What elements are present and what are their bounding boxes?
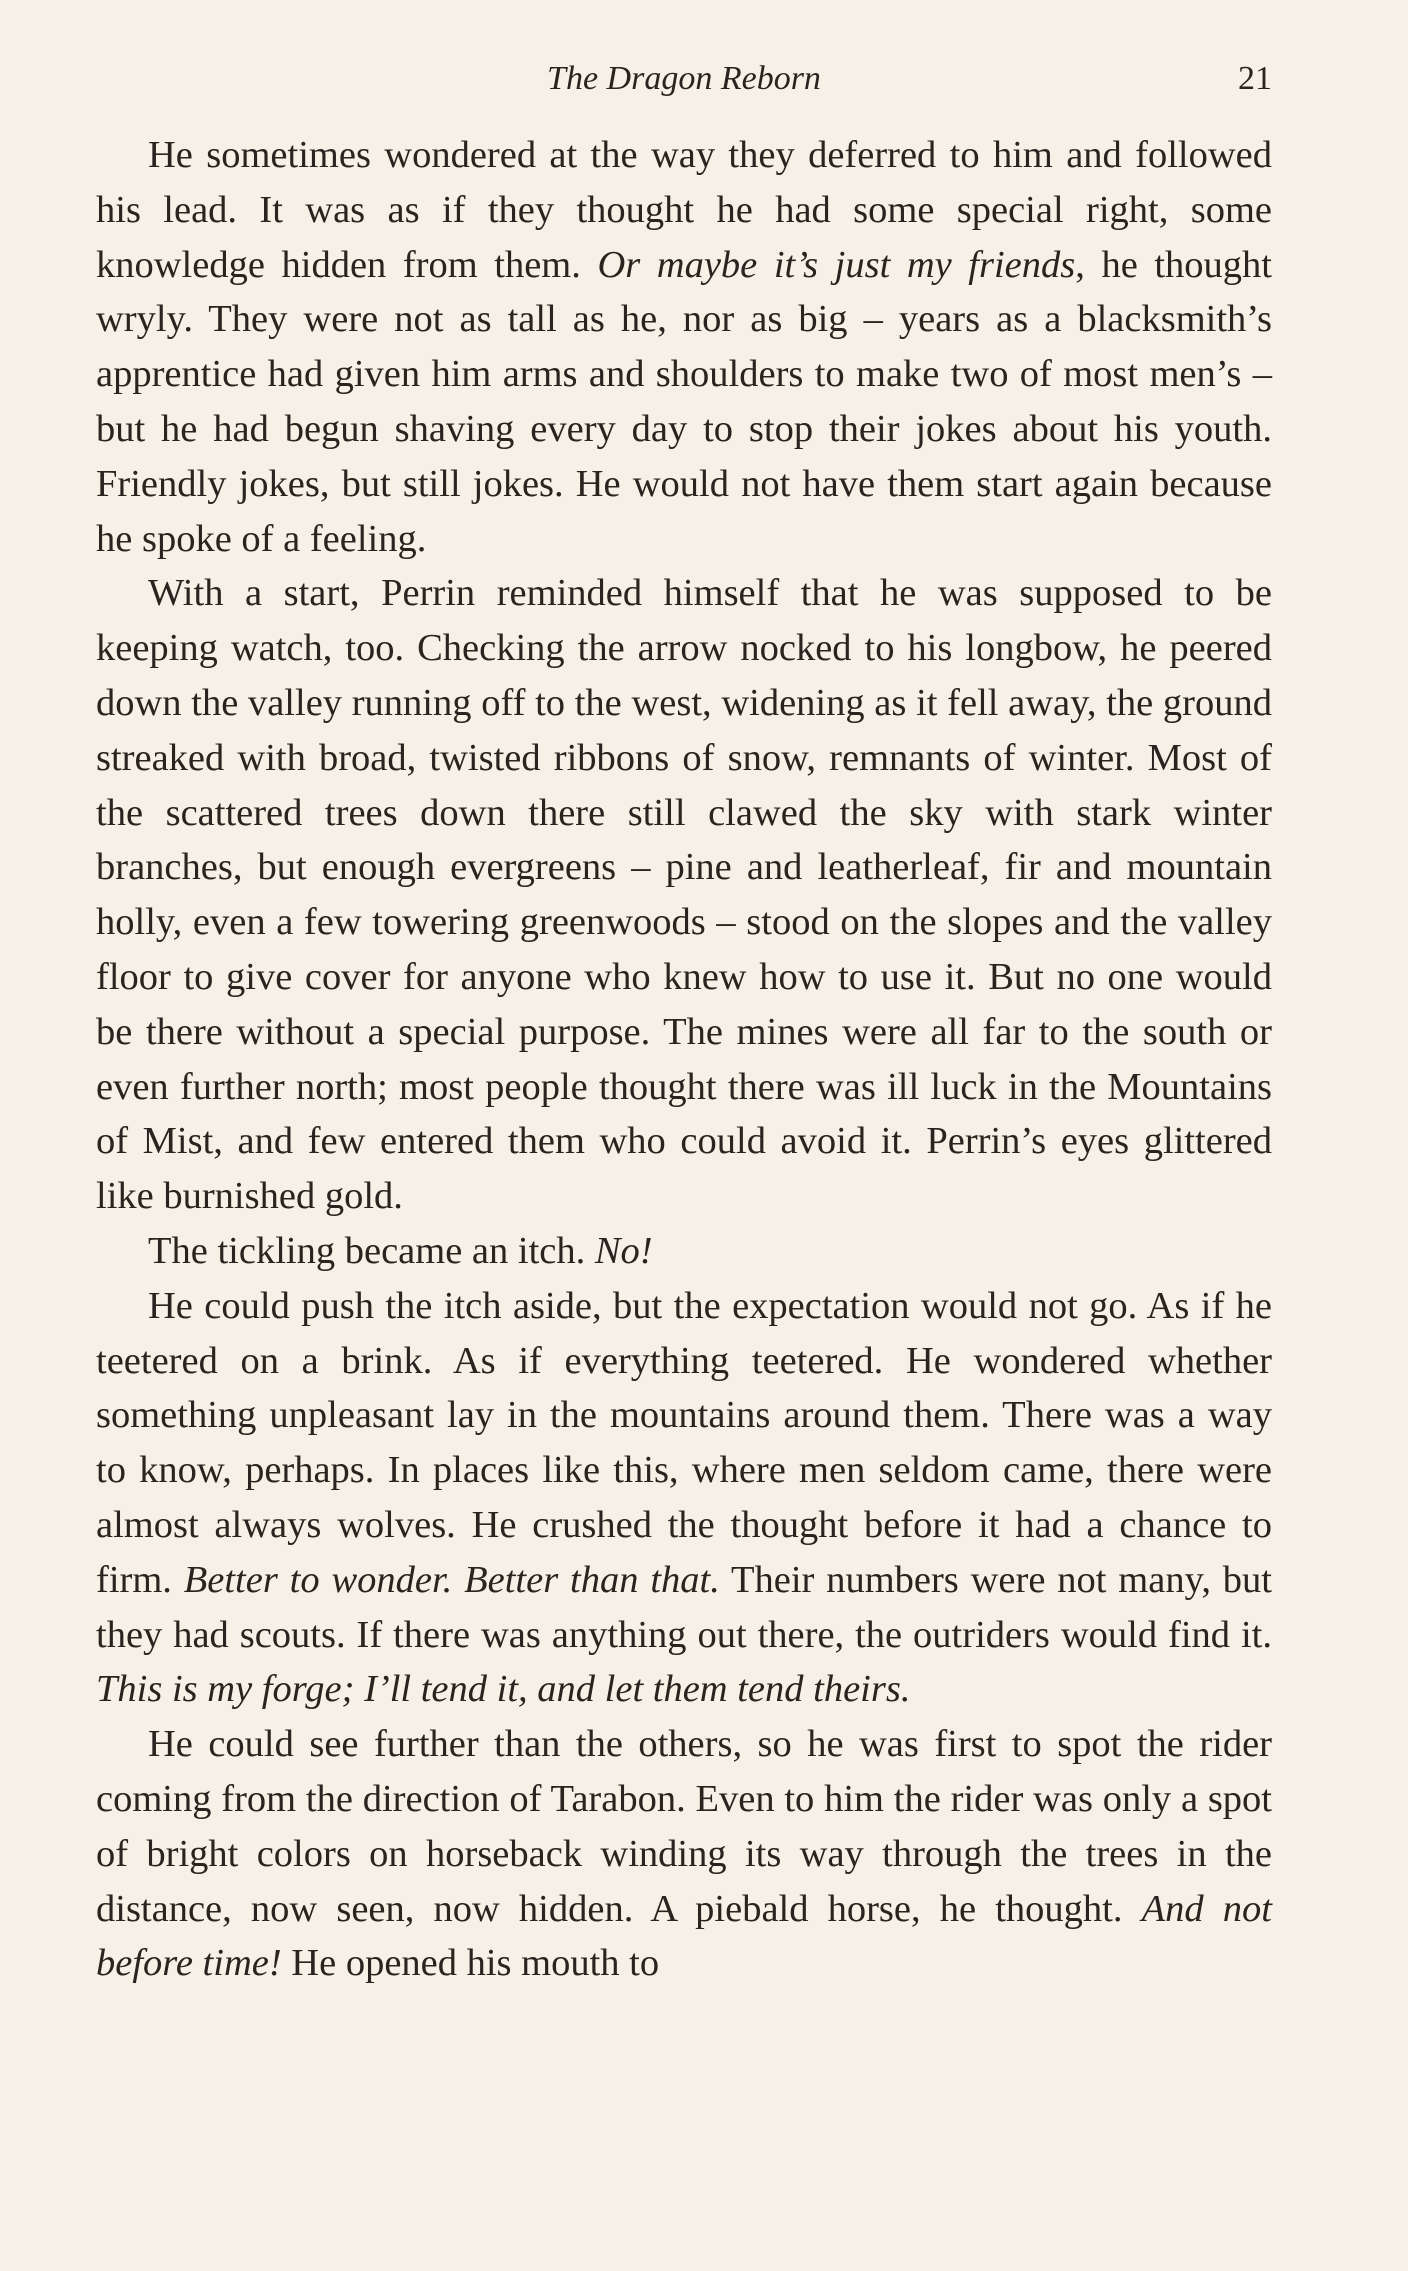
italic-segment: And not before time!: [96, 1887, 1272, 1985]
text-segment: , he thought wryly. They were not as tall as he, nor as big – years as a blacksmith’s apprentice had given him arms and shoulders to make two of most men’s – but he had begun shaving every day to stop their jokes about his youth. Friendly jokes, but still jokes. He would not have them start again because he spoke of a feeling.: [96, 243, 1272, 560]
italic-segment: Or maybe it’s just my friends: [597, 243, 1076, 286]
text-segment: He could push the itch aside, but the expectation would not go. As if he teetered on a brink. As if everything teetered. He wondered whether something unpleasant lay in the mountains around them. There was a way to know, perhaps. In places like this, where men seldom came, there were almost always wolves. He crushed the thought before it had a chance to firm.: [96, 1284, 1272, 1601]
running-head: [96, 60, 1272, 110]
text-segment: He sometimes wondered at the way they deferred to him and followed his lead. It was as if they thought he had some special right, some knowledge hidden from them.: [96, 134, 1272, 286]
paragraph: [96, 566, 1272, 1224]
paragraph: [96, 1717, 1272, 1991]
text-segment: Their numbers were not many, but they had scouts. If there was anything out there, the outriders would find it.: [96, 1558, 1272, 1656]
paragraph: [96, 1279, 1272, 1717]
page-number: 21: [1238, 60, 1272, 97]
paragraph: [96, 1224, 1272, 1279]
text-segment: With a start, Perrin reminded himself that he was supposed to be keeping watch, too. Checking the arrow nocked to his longbow, he peered down the valley running off to the west, widening as it fell away, the ground streaked with broad, twisted ribbons of snow, remnants of winter. Most of the scattered trees down there still clawed the sky with stark winter branches, but enough evergreens – pine and leatherleaf, fir and mountain holly, even a few towering greenwoods – stood on the slopes and the valley floor to give cover for anyone who knew how to use it. But no one would be there without a special purpose. The mines were all far to the south or even further north; most people thought there was ill luck in the Mountains of Mist, and few entered them who could avoid it. Perrin’s eyes glittered like burnished gold.: [96, 572, 1272, 1218]
book-title: The Dragon Reborn: [547, 60, 821, 97]
italic-segment: This is my forge; I’ll tend it, and let them tend theirs.: [96, 1668, 911, 1711]
body-text: [96, 128, 1272, 1991]
text-segment: The tickling became an itch.: [148, 1229, 595, 1272]
text-segment: He could see further than the others, so he was first to spot the rider coming from the direction of Tarabon. Even to him the rider was only a spot of bright colors on horseback winding its way through the trees in the distance, now seen, now hidden. A piebald horse, he thought.: [96, 1723, 1272, 1930]
text-segment: He opened his mouth to: [281, 1942, 660, 1985]
paragraph: [96, 128, 1272, 566]
italic-segment: No!: [594, 1229, 653, 1272]
italic-segment: Better to wonder. Better than that.: [183, 1558, 720, 1601]
